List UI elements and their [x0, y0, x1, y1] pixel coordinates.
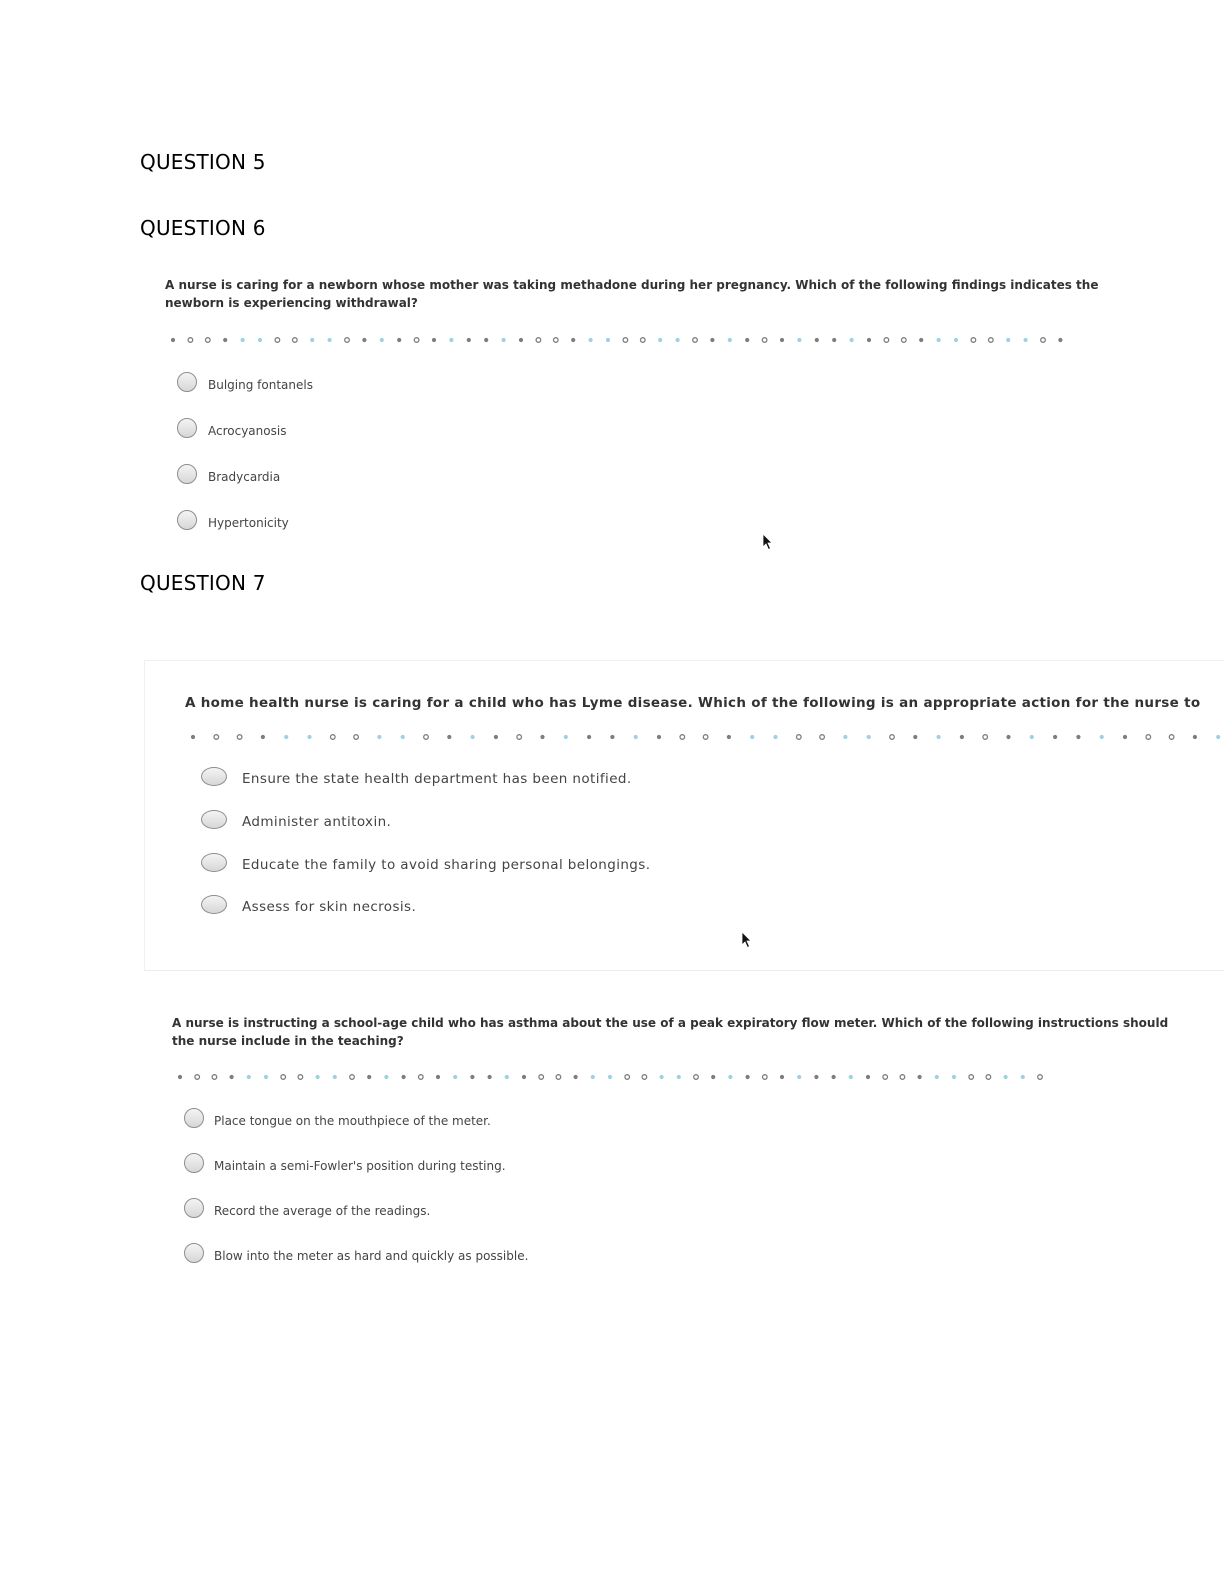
- divider-dot: [642, 1075, 647, 1080]
- divider-dot: [556, 1075, 561, 1080]
- option-label: Bradycardia: [208, 470, 281, 484]
- question-6-option-3[interactable]: [177, 464, 280, 484]
- question-7-card: [144, 660, 1224, 971]
- divider-dot: [432, 338, 436, 342]
- divider-dot: [488, 1075, 492, 1079]
- divider-dot: [745, 338, 749, 342]
- divider-dot: [447, 735, 451, 739]
- divider-dot: [1024, 338, 1028, 342]
- divider-dot: [517, 735, 522, 740]
- divider-dot: [171, 338, 175, 342]
- divider-dot: [554, 338, 559, 343]
- divider-dot: [884, 338, 889, 343]
- divider-dot: [797, 735, 802, 740]
- divider-dot: [750, 735, 754, 739]
- divider-dot: [1030, 735, 1034, 739]
- option-label: Hypertonicity: [208, 516, 289, 530]
- divider-dot: [1006, 338, 1010, 342]
- divider-dot: [676, 338, 680, 342]
- question-8-option-3[interactable]: [184, 1198, 430, 1218]
- divider-dot: [310, 338, 314, 342]
- radio-button[interactable]: [184, 1198, 204, 1218]
- divider-dot: [773, 735, 777, 739]
- divider-dot: [1006, 735, 1010, 739]
- divider-dot: [419, 1075, 424, 1080]
- divider-dot: [658, 338, 662, 342]
- divider-dot: [1021, 1075, 1025, 1079]
- divider-dot: [680, 735, 685, 740]
- divider-dot: [969, 1075, 974, 1080]
- question-8-option-2[interactable]: [184, 1153, 506, 1173]
- divider-dot: [191, 735, 195, 739]
- divider-dot: [195, 1075, 200, 1080]
- option-label: Acrocyanosis: [208, 424, 287, 438]
- heading-question-7: QUESTION 7: [140, 571, 266, 595]
- divider-dot: [832, 338, 836, 342]
- question-8-text-line2: the nurse include in the teaching?: [172, 1034, 404, 1048]
- question-8-option-1[interactable]: [184, 1108, 491, 1128]
- question-7-divider: [185, 731, 1224, 743]
- divider-dot: [606, 338, 610, 342]
- question-7-option-3[interactable]: [201, 851, 650, 873]
- divider-dot: [333, 1075, 337, 1079]
- divider-dot: [983, 735, 988, 740]
- question-7-option-1[interactable]: [201, 765, 632, 787]
- divider-dot: [206, 338, 211, 343]
- divider-dot: [367, 1075, 371, 1079]
- divider-dot: [223, 338, 227, 342]
- divider-dot: [587, 735, 591, 739]
- divider-dot: [380, 338, 384, 342]
- divider-dot: [264, 1075, 268, 1079]
- divider-dot: [623, 338, 628, 343]
- divider-dot: [397, 338, 401, 342]
- divider-dot: [710, 338, 714, 342]
- question-7-text: A home health nurse is caring for a child who has Lyme disease. Which of the following is an appropriate action for the nurse to: [185, 695, 1201, 711]
- divider-dot: [307, 735, 311, 739]
- divider-dot: [401, 735, 405, 739]
- divider-dot: [711, 1075, 715, 1079]
- divider-dot: [608, 1075, 612, 1079]
- divider-dot: [350, 1075, 355, 1080]
- divider-dot: [230, 1075, 234, 1079]
- radio-button[interactable]: [184, 1243, 204, 1263]
- question-6-text-line2: newborn is experiencing withdrawal?: [165, 296, 418, 310]
- radio-button[interactable]: [177, 464, 197, 484]
- divider-dot: [797, 1075, 801, 1079]
- question-7-option-2[interactable]: [201, 808, 391, 830]
- question-6-option-1[interactable]: [177, 372, 313, 392]
- question-6-option-2[interactable]: [177, 418, 286, 438]
- divider-dot: [971, 338, 976, 343]
- radio-button[interactable]: [201, 895, 227, 914]
- divider-dot: [591, 1075, 595, 1079]
- radio-button[interactable]: [201, 853, 227, 872]
- option-label: Educate the family to avoid sharing personal belongings.: [242, 857, 651, 873]
- option-label: Maintain a semi-Fowler's position during testing.: [214, 1159, 506, 1173]
- divider-dot: [298, 1075, 303, 1080]
- divider-dot: [919, 338, 923, 342]
- divider-dot: [867, 735, 871, 739]
- divider-dot: [362, 338, 366, 342]
- option-label: Assess for skin necrosis.: [242, 899, 417, 915]
- option-label: Administer antitoxin.: [242, 814, 392, 830]
- divider-dot: [641, 338, 646, 343]
- divider-dot: [293, 338, 298, 343]
- divider-dot: [1193, 735, 1197, 739]
- divider-dot: [850, 338, 854, 342]
- divider-dot: [1146, 735, 1151, 740]
- divider-dot: [261, 735, 265, 739]
- question-6-option-4[interactable]: [177, 510, 289, 530]
- divider-dot: [625, 1075, 630, 1080]
- option-label: Bulging fontanels: [208, 378, 313, 392]
- divider-dot: [1058, 338, 1062, 342]
- divider-dot: [762, 338, 767, 343]
- divider-dot: [328, 338, 332, 342]
- radio-button[interactable]: [184, 1153, 204, 1173]
- divider-dot: [703, 735, 708, 740]
- divider-dot: [657, 735, 661, 739]
- divider-dot: [814, 1075, 818, 1079]
- divider-dot: [536, 338, 541, 343]
- divider-dot: [424, 735, 429, 740]
- option-label: Record the average of the readings.: [214, 1204, 431, 1218]
- divider-dot: [883, 1075, 888, 1080]
- divider-dot: [178, 1075, 182, 1079]
- divider-dot: [540, 735, 544, 739]
- divider-dot: [693, 338, 698, 343]
- divider-dot: [960, 735, 964, 739]
- divider-dot: [832, 1075, 836, 1079]
- divider-dot: [453, 1075, 457, 1079]
- question-8-text-line1: A nurse is instructing a school-age child who has asthma about the use of a peak expiratory flow meter. Which of the following instructions should: [172, 1016, 1169, 1030]
- divider-dot: [954, 338, 958, 342]
- radio-button[interactable]: [177, 418, 197, 438]
- divider-dot: [935, 1075, 939, 1079]
- radio-button[interactable]: [177, 510, 197, 530]
- heading-question-5: QUESTION 5: [140, 150, 266, 174]
- divider-dot: [890, 735, 895, 740]
- divider-dot: [354, 735, 359, 740]
- divider-dot: [214, 735, 219, 740]
- divider-dot: [212, 1075, 217, 1080]
- divider-dot: [1100, 735, 1104, 739]
- divider-dot: [780, 1075, 784, 1079]
- divider-dot: [502, 338, 506, 342]
- divider-dot: [188, 338, 193, 343]
- divider-dot: [780, 338, 784, 342]
- divider-dot: [952, 1075, 956, 1079]
- divider-dot: [1053, 735, 1057, 739]
- divider-dot: [564, 735, 568, 739]
- divider-dot: [937, 735, 941, 739]
- divider-dot: [284, 735, 288, 739]
- divider-dot: [470, 1075, 474, 1079]
- divider-dot: [275, 338, 280, 343]
- divider-dot: [913, 735, 917, 739]
- divider-dot: [402, 1075, 406, 1079]
- radio-button[interactable]: [184, 1108, 204, 1128]
- divider-dot: [634, 735, 638, 739]
- divider-dot: [728, 1075, 732, 1079]
- divider-dot: [1076, 735, 1080, 739]
- question-8-option-4[interactable]: [184, 1243, 528, 1263]
- divider-dot: [471, 735, 475, 739]
- divider-dot: [316, 1075, 320, 1079]
- question-6-text-line1: A nurse is caring for a newborn whose mother was taking methadone during her pregnancy. Which of the following findings indicates the: [165, 278, 1099, 292]
- option-label: Blow into the meter as hard and quickly as possible.: [214, 1249, 529, 1263]
- divider-dot: [574, 1075, 578, 1079]
- divider-dot: [815, 338, 819, 342]
- divider-dot: [843, 735, 847, 739]
- divider-dot: [281, 1075, 286, 1080]
- divider-dot: [505, 1075, 509, 1079]
- question-7-option-4[interactable]: [201, 893, 416, 915]
- divider-dot: [849, 1075, 853, 1079]
- divider-dot: [1123, 735, 1127, 739]
- divider-dot: [902, 338, 907, 343]
- mouse-cursor-icon: [762, 533, 774, 551]
- divider-dot: [467, 338, 471, 342]
- radio-button[interactable]: [177, 372, 197, 392]
- divider-dot: [866, 1075, 870, 1079]
- divider-dot: [820, 735, 825, 740]
- divider-dot: [494, 735, 498, 739]
- divider-dot: [694, 1075, 699, 1080]
- divider-dot: [237, 735, 242, 740]
- divider-dot: [660, 1075, 664, 1079]
- divider-dot: [728, 338, 732, 342]
- divider-dot: [539, 1075, 544, 1080]
- divider-dot: [384, 1075, 388, 1079]
- divider-dot: [1169, 735, 1174, 740]
- divider-dot: [414, 338, 419, 343]
- option-label: Place tongue on the mouthpiece of the meter.: [214, 1114, 491, 1128]
- radio-button[interactable]: [201, 810, 227, 829]
- divider-dot: [1041, 338, 1046, 343]
- divider-dot: [258, 338, 262, 342]
- divider-dot: [677, 1075, 681, 1079]
- divider-dot: [589, 338, 593, 342]
- mouse-cursor-icon: [741, 931, 753, 949]
- divider-dot: [247, 1075, 251, 1079]
- divider-dot: [986, 1075, 991, 1080]
- heading-question-6: QUESTION 6: [140, 216, 266, 240]
- divider-dot: [1216, 735, 1220, 739]
- radio-button[interactable]: [201, 767, 227, 786]
- divider-dot: [867, 338, 871, 342]
- option-label: Ensure the state health department has been notified.: [242, 771, 632, 787]
- question-6-divider: [165, 334, 1065, 346]
- divider-dot: [746, 1075, 750, 1079]
- divider-dot: [522, 1075, 526, 1079]
- divider-dot: [918, 1075, 922, 1079]
- divider-dot: [377, 735, 381, 739]
- divider-dot: [345, 338, 350, 343]
- divider-dot: [331, 735, 336, 740]
- divider-dot: [1004, 1075, 1008, 1079]
- divider-dot: [484, 338, 488, 342]
- divider-dot: [989, 338, 994, 343]
- divider-dot: [449, 338, 453, 342]
- divider-dot: [1038, 1075, 1043, 1080]
- question-8-divider: [172, 1071, 1052, 1083]
- divider-dot: [937, 338, 941, 342]
- divider-dot: [610, 735, 614, 739]
- divider-dot: [727, 735, 731, 739]
- divider-dot: [900, 1075, 905, 1080]
- divider-dot: [797, 338, 801, 342]
- divider-dot: [436, 1075, 440, 1079]
- divider-dot: [241, 338, 245, 342]
- divider-dot: [763, 1075, 768, 1080]
- divider-dot: [519, 338, 523, 342]
- divider-dot: [571, 338, 575, 342]
